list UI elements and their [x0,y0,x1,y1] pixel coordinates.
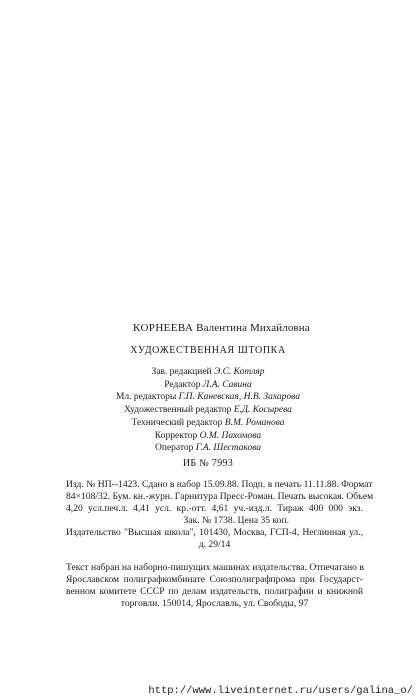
credit-line [0,417,416,430]
credit-name: Е.Д. Косырева [233,405,292,416]
credit-line [0,442,416,455]
printer-line: Текст набран на наборно-пишущих машинах издательства. Отпечатано в [66,562,364,573]
imprint-line: 84×108/32. Бум. кн.-журн. Гарнитура Пресс-Роман. Печать высокая. Объем [66,490,374,502]
credit-name: Э.С. Котляр [214,367,265,377]
credit-name: Г.П. Каневская, Н.В. Захарова [178,392,300,403]
credit-name: Г.А. Шестакова [195,443,261,454]
imprint-line: Зак. № 1738. Цена 35 коп. [183,514,289,526]
credit-role: Технический редактор [131,417,223,428]
credits-block [0,366,416,455]
credit-role: Редактор [164,379,201,390]
imprint-block [66,479,374,550]
printer-block [66,562,363,610]
book-title: ХУДОЖЕСТВЕННАЯ ШТОПКА [130,345,286,356]
credit-line [0,391,416,404]
credit-role: Зав. редакцией [151,367,212,377]
author-line [133,322,310,334]
credit-line [0,430,416,443]
printer-line: венном комитете СССР по делам издательств, полиграфии и книжной [66,585,363,597]
publisher-line: д. 29/14 [198,538,231,550]
author-last-name: КОРНЕЕВА [133,322,194,334]
credit-role: Художественный редактор [124,405,232,416]
credit-role: Оператор [155,443,194,454]
credit-line [0,379,416,392]
credit-name: О.М. Пахомова [199,430,262,441]
imprint-line: 4,20 усл.печ.л. 4,41 усл. кр.-отт. 4,61 уч.-изд.л. Тираж 400 000 экз. [66,502,363,514]
credit-name: Л.А. Савина [202,379,252,390]
credit-line [0,404,416,417]
imprint-line: Изд. № НП--1423. Сдано в набор 15.09.88. Подп. в печать 11.11.88. Формат [66,479,373,490]
printer-line: Ярославском полиграфкомбинате Союзполиграфпрома при Государст- [66,573,363,585]
credit-role: Мл. редакторы [115,392,177,403]
credit-role: Корректор [154,430,198,441]
publisher-line: Издательство "Высшая школа", 101430, Москва, ГСП-4, Неглинная ул., [66,526,363,538]
author-first-names: Валентина Михайловна [196,322,310,334]
printer-line: торговли. 150014, Ярославль, ул. Свободы, 97 [120,597,309,609]
credit-line [0,366,416,379]
ib-number: ИБ № 7993 [182,458,234,469]
credit-name: В.М. Романова [224,417,285,428]
watermark-url: http://www.liveinternet.ru/users/galina_o/ [148,685,413,697]
